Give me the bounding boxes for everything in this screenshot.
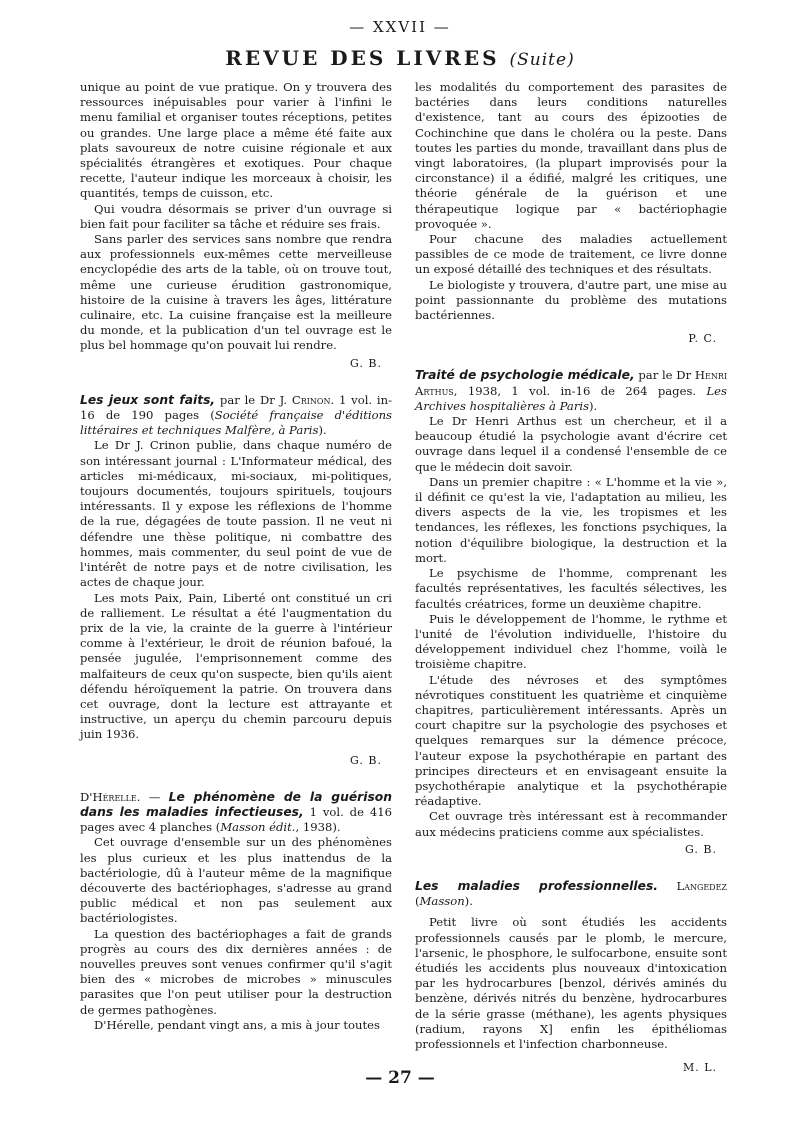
review-paragraph: Petit livre où sont étudiés les accidents professionnels causés par le plomb, le mercure, l'arsenic, le phosphore, le sulfocarbone, ensuite sont étudiés les accidents plus nouveaux d'intoxication par les hydrocarbures [benzol, dérivés aminés du benzène, dérivés nitrés du benzène, hydrocarbures de la série grasse (méthane), les agents physiques (radium, rayons X] enfin les épithéliomas professionnels et l'infection charbonneuse. [415, 915, 727, 1051]
book-info-close: ). [589, 398, 598, 413]
book-info: 1 vol. de 416 pages avec 4 planches ( [80, 804, 393, 835]
page-roman-number: — XXVII — [349, 18, 451, 36]
review-signature: G. B. [350, 753, 382, 767]
section-title-suite: (Suite) [509, 50, 575, 70]
left-column [80, 80, 392, 1033]
book-title: Le phénomène de la guérison dans les maladies infectieuses, [80, 789, 392, 819]
review-paragraph: La question des bactériophages a fait de grands progrès au cours des dix dernières années : de nouvelles preuves sont venues confirmer qu'il s'agit bien des « microbes de microbes » minuscules parasites que l'on peut utiliser pour la destruction de germes pathogènes. [80, 926, 392, 1017]
review-signature: G. B. [685, 842, 717, 856]
review-paragraph: Le psychisme de l'homme, comprenant les facultés représentatives, les facultés sélectives, les facultés créatrices, forme un deuxième chapitre. [415, 566, 727, 611]
review-maladies-professionnelles [415, 879, 727, 1075]
section-title [0, 46, 800, 70]
review-dash: — [140, 789, 169, 804]
page-number: — 27 — [365, 1068, 435, 1088]
review-phenomene-guerison [80, 790, 392, 1033]
review-signature: P. C. [688, 332, 717, 346]
book-info: , 1938, 1 vol. in-16 de 264 pages. [453, 383, 707, 398]
review-paragraph: D'Hérelle, pendant vingt ans, a mis à jour toutes [94, 1017, 380, 1032]
continued-paragraph: Le biologiste y trouvera, d'autre part, une mise au point passionnante du problème des mutations bactériennes. [415, 277, 727, 323]
book-info-close: ). [318, 423, 327, 438]
book-author: Henri Arthus [415, 368, 728, 398]
review-by: par le Dr [215, 392, 280, 407]
review-paragraph: L'étude des névroses et des symptômes névrotiques constituent les quatrième et cinquième chapitres, particulièrement intéressants. Après un court chapitre sur la psychologie des psychoses et quelques remarques sur la démence précoce, l'auteur expose la psychothérapie en partant des principes directeurs et en envisageant ensuite la psychothérapie analytique et la psychothérapie réadaptive. [415, 672, 727, 809]
continued-paragraph: Qui voudra désormais se priver d'un ouvrage si bien fait pour faciliter sa tâche et réduire ses frais. [80, 201, 392, 231]
book-info: ( [415, 894, 420, 909]
book-publisher: Société française d'éditions littéraires et techniques Malfère, à Paris [80, 408, 392, 438]
review-heading [415, 879, 727, 909]
book-author: J. Crinon [279, 392, 331, 407]
book-publisher: Les Archives hospitalières à Paris [415, 383, 727, 413]
review-paragraph: Le Dr J. Crinon publie, dans chaque numéro de son intéressant journal : L'Informateur médical, des articles mi-médicaux, mi-sociaux, mi-politiques, toujours documentés, toujours spirituels, toujours intéressants. Il y expose les réflexions de l'homme de la rue, dégagées de toute passion. Il ne veut ni défendre une thèse politique, ni combattre des hommes, mais commenter, du seul point de vue de l'intérêt de notre pays et de notre civilisation, les actes de chaque jour. [80, 438, 392, 590]
review-heading [80, 393, 392, 439]
book-title: Traité de psychologie médicale, [415, 368, 635, 383]
review-signature: M. L. [682, 1061, 717, 1075]
review-paragraph: Cet ouvrage d'ensemble sur un des phénomènes les plus curieux et les plus inattendus de la bactériologie, dû à l'auteur même de la magnifique découverte des bactériophages, s'adresse au grand public médical et non pas seulement aux bactériologistes. [80, 835, 392, 926]
review-signature: G. B. [350, 356, 382, 370]
book-title: Les jeux sont faits, [80, 392, 216, 407]
review-paragraph: Le Dr Henri Arthus est un chercheur, et il a beaucoup étudié la psychologie avant d'écrire cet ouvrage dans lequel il a condensé l'ensemble de ce que le médecin doit savoir. [415, 414, 727, 474]
book-info: . 1 vol. in-16 de 190 pages ( [80, 392, 392, 423]
book-author: Langedez [657, 878, 727, 893]
book-author: D'Hérelle. [80, 789, 141, 804]
continued-paragraph: unique au point de vue pratique. On y trouvera des ressources inépuisables pour varier à l'infini le menu familial et organiser toutes réceptions, petites ou grandes. Une large place a même été faite aux plats savoureux de notre cuisine régionale et aux spécialités étrangères et exotiques. Pour chaque recette, l'auteur indique les morceaux à choisir, les quantités, temps de cuisson, etc. [80, 80, 392, 201]
book-info-close: ). [464, 894, 473, 909]
review-paragraph: Dans un premier chapitre : « L'homme et la vie », il définit ce qu'est la vie, l'adaptation au milieu, les divers aspects de la vie, les tropismes et les tendances, les réflexes, les fonctions psychiques, la notion d'équilibre biologique, la destruction et la mort. [415, 474, 727, 565]
continued-paragraph: Sans parler des services sans nombre que rendra aux professionnels eux-mêmes cette merveilleuse encyclopédie des arts de la table, où on trouve tout, même une curieuse érudition gastronomique, histoire de la cuisine à travers les âges, littérature culinaire, etc. La cuisine française est la meilleure du monde, et la publication d'un tel ouvrage est le plus bel hommage qu'on pouvait lui rendre. [80, 232, 392, 353]
review-heading [80, 790, 392, 836]
review-heading [415, 368, 727, 414]
book-info-close: , 1938). [295, 820, 341, 835]
book-title: Les maladies professionnelles. [415, 878, 658, 893]
review-paragraph: Puis le développement de l'homme, le rythme et l'unité de l'évolution individuelle, l'histoire du développement individuel chez l'homme, voilà le troisième chapitre. [415, 611, 727, 672]
book-publisher: Masson [419, 894, 465, 909]
review-by: par le Dr [634, 368, 695, 383]
review-traite-psychologie [415, 368, 727, 857]
review-paragraph: Les mots Paix, Pain, Liberté ont constitué un cri de ralliement. Le résultat a été l'augmentation du prix de la vie, la crainte de la guerre à l'intérieur comme à l'extérieur, le droit de réunion bafoué, la pensée jugulée, l'emprisonnement comme des malfaiteurs de ceux qu'on suspecte, bien qu'ils aient défendu héroïquement la patrie. On trouvera dans cet ouvrage, dont la lecture est attrayante et instructive, un aperçu du chemin parcouru depuis juin 1936. [80, 590, 392, 742]
continued-paragraph: Pour chacune des maladies actuellement passibles de ce mode de traitement, ce livre donne un exposé détaillé des techniques et des résultats. [415, 232, 727, 277]
section-title-text: REVUE DES LIVRES [225, 46, 500, 70]
review-paragraph: Cet ouvrage très intéressant est à recommander aux médecins praticiens comme aux spécialistes. [415, 809, 727, 839]
book-publisher: Masson édit. [220, 820, 296, 835]
review-les-jeux-sont-faits [80, 393, 392, 768]
right-column [415, 80, 727, 1075]
continued-paragraph: les modalités du comportement des parasites de bactéries dans leurs conditions naturelles d'existence, tant au cours des épizooties de Cochinchine que dans le choléra ou la peste. Dans toutes les parties du monde, travaillant dans plus de vingt laboratoires, (la plupart improvisés pour la circonstance) il a édifié, malgré les critiques, une théorie générale de la guérison et une thérapeutique logique par « bactériophagie provoquée ». [415, 80, 727, 231]
